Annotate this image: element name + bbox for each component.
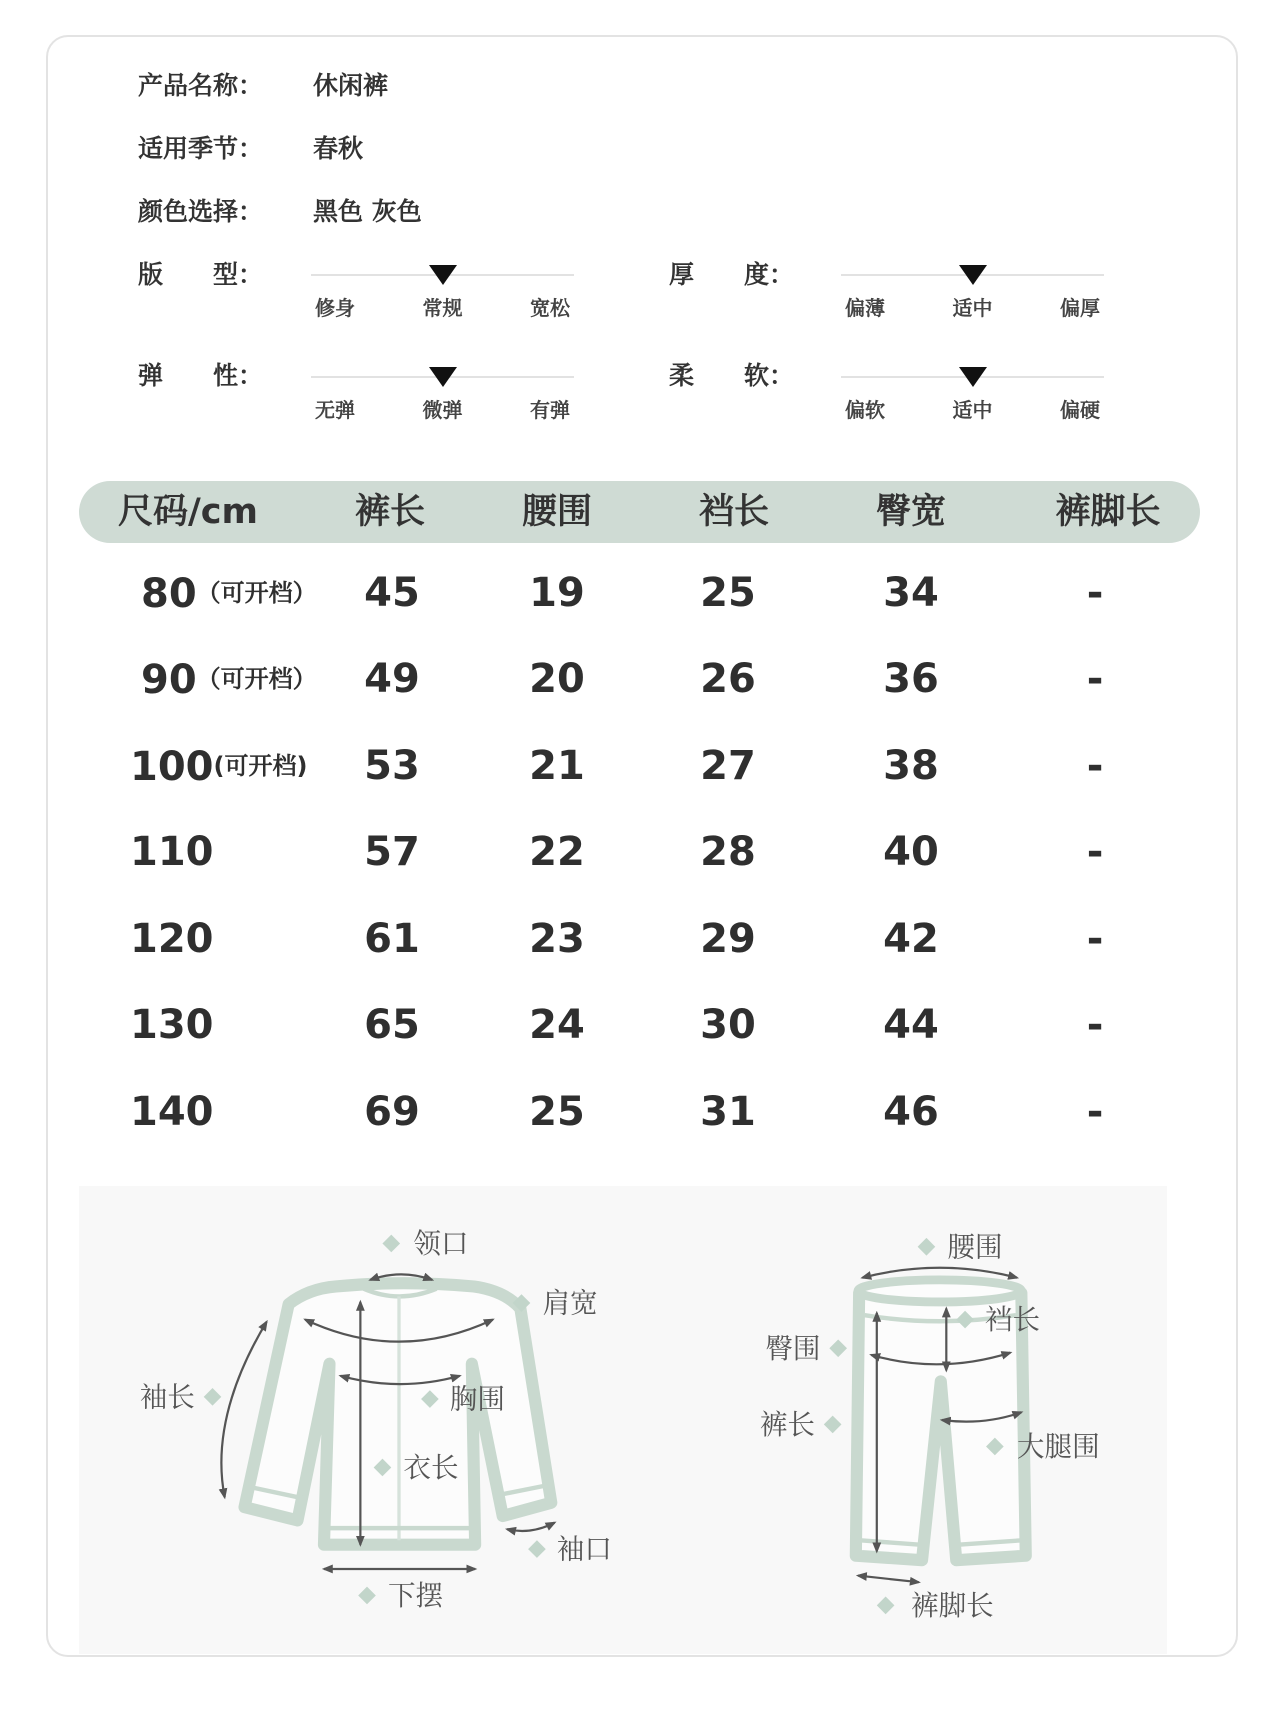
table-cell: 53: [364, 743, 420, 789]
product-name-label: 产品名称：: [138, 71, 264, 100]
cuff-label: 袖口: [556, 1532, 612, 1566]
scale-option: [526, 265, 574, 319]
measurement-diagram: [79, 1186, 1167, 1654]
selected-marker-icon: [959, 367, 987, 387]
table-cell: -: [1086, 743, 1104, 789]
product-name-value: 休闲裤: [313, 71, 389, 100]
size-cell: [141, 654, 351, 705]
table-cell: -: [1086, 829, 1104, 875]
scale-option-label: 偏软: [845, 398, 885, 422]
table-cell: -: [1086, 916, 1104, 962]
elasticity-label: 弹 性：: [138, 361, 264, 390]
scale-option-label: 适中: [952, 296, 993, 320]
size-value: 100: [130, 744, 214, 790]
table-cell: 19: [529, 570, 585, 616]
table-cell: 26: [700, 656, 756, 702]
diamond-bullet-icon: [824, 1416, 842, 1434]
softness-scale: [841, 367, 1104, 427]
size-cell: [130, 741, 340, 792]
table-cell: 25: [700, 570, 756, 616]
collar-label: 领口: [413, 1226, 469, 1260]
diamond-bullet-icon: [528, 1540, 546, 1558]
pants-length-label: 裤长: [759, 1407, 815, 1441]
table-cell: 27: [700, 743, 756, 789]
size-note: (可开档): [213, 752, 308, 780]
elasticity-scale: [311, 367, 574, 427]
table-cell: 24: [529, 1002, 585, 1048]
table-row: [0, 1000, 1280, 1050]
table-cell: -: [1086, 1089, 1104, 1135]
table-cell: 57: [364, 829, 420, 875]
size-value: 130: [130, 1002, 214, 1048]
scale-option: [526, 367, 574, 421]
scale-option: [841, 367, 889, 421]
scale-option-label: 偏薄: [845, 296, 885, 320]
table-cell: 61: [364, 916, 420, 962]
top-length-label: 衣长: [403, 1450, 459, 1484]
size-value: 80: [141, 571, 197, 617]
table-cell: 23: [529, 916, 585, 962]
table-cell: 69: [364, 1089, 420, 1135]
shoulder-label: 肩宽: [542, 1286, 598, 1320]
table-cell: 44: [883, 1002, 939, 1048]
scale-option-label: 宽松: [530, 296, 570, 320]
table-row: [0, 914, 1280, 964]
header-rise: 裆长: [698, 492, 769, 532]
scale-option-label: 偏硬: [1060, 398, 1100, 422]
scale-option: [311, 367, 359, 421]
scale-option: [1056, 367, 1104, 421]
chest-label: 胸围: [449, 1382, 505, 1416]
diamond-bullet-icon: [918, 1238, 936, 1256]
thickness-scale: [841, 265, 1104, 325]
fit-scale: [311, 265, 574, 325]
size-value: 90: [141, 657, 197, 703]
scale-option-label: 适中: [952, 398, 993, 422]
size-value: 140: [130, 1089, 214, 1135]
scale-option: [841, 265, 889, 319]
scale-option-label: 无弹: [315, 398, 355, 422]
diamond-bullet-icon: [829, 1339, 847, 1357]
fit-label: 版 型：: [138, 260, 264, 289]
table-cell: 40: [883, 829, 939, 875]
thickness-label: 厚 度：: [669, 260, 795, 289]
table-row: [0, 568, 1280, 618]
diamond-bullet-icon: [382, 1235, 400, 1253]
size-value: 110: [130, 829, 214, 875]
table-cell: 42: [883, 916, 939, 962]
table-row: [0, 827, 1280, 877]
table-row: [0, 654, 1280, 704]
table-cell: 34: [883, 570, 939, 616]
cuff-measure-arrow: [507, 1523, 554, 1531]
table-cell: 38: [883, 743, 939, 789]
table-row: [0, 741, 1280, 791]
header-pants-length: 裤长: [354, 492, 425, 532]
selected-marker-icon: [429, 367, 457, 387]
color-label: 颜色选择：: [138, 197, 264, 226]
table-cell: 49: [364, 656, 420, 702]
table-cell: 46: [883, 1089, 939, 1135]
diamond-bullet-icon: [358, 1587, 376, 1605]
header-size: 尺码/cm: [117, 492, 258, 532]
table-cell: 36: [883, 656, 939, 702]
scale-option-label: 偏厚: [1060, 296, 1100, 320]
diamond-bullet-icon: [204, 1388, 222, 1406]
season-label: 适用季节：: [138, 134, 264, 163]
shirt-illustration: [140, 1227, 612, 1612]
size-cell: [141, 568, 351, 619]
scale-option-label: 常规: [422, 296, 463, 320]
header-waist: 腰围: [521, 492, 592, 532]
color-value: 黑色 灰色: [313, 197, 422, 226]
rise-label: 裆长: [984, 1303, 1041, 1337]
scale-option-label: 微弹: [422, 398, 463, 422]
table-cell: 65: [364, 1002, 420, 1048]
leg-opening-label: 裤脚长: [911, 1588, 994, 1622]
table-cell: 45: [364, 570, 420, 616]
scale-option: [311, 265, 359, 319]
table-cell: 30: [700, 1002, 756, 1048]
waist-label: 腰围: [947, 1230, 1003, 1264]
scale-option: [1056, 265, 1104, 319]
table-cell: -: [1086, 570, 1104, 616]
sleeve-length-label: 袖长: [139, 1380, 195, 1414]
size-value: 120: [130, 916, 214, 962]
table-cell: 22: [529, 829, 585, 875]
softness-label: 柔 软：: [669, 361, 795, 390]
hip-label: 臀围: [765, 1331, 821, 1365]
table-cell: 29: [700, 916, 756, 962]
selected-marker-icon: [429, 265, 457, 285]
scale-option-label: 修身: [315, 296, 355, 320]
scale-option: [419, 367, 467, 421]
scale-option: [949, 265, 997, 319]
pants-waistband: [858, 1280, 1021, 1302]
table-cell: 28: [700, 829, 756, 875]
leg-opening-measure-arrow: [858, 1576, 919, 1583]
table-cell: 31: [700, 1089, 756, 1135]
table-cell: -: [1086, 1002, 1104, 1048]
table-cell: 21: [529, 743, 585, 789]
scale-option: [949, 367, 997, 421]
scale-option-label: 有弹: [530, 398, 570, 422]
pants-illustration: [760, 1230, 1100, 1622]
scale-option: [419, 265, 467, 319]
size-note: （可开档）: [196, 579, 317, 607]
table-row: [0, 1087, 1280, 1137]
diamond-bullet-icon: [877, 1597, 895, 1615]
season-value: 春秋: [313, 134, 364, 163]
thigh-label: 大腿围: [1016, 1429, 1100, 1463]
table-cell: 25: [529, 1089, 585, 1135]
header-hip-width: 臀宽: [875, 492, 946, 532]
selected-marker-icon: [959, 265, 987, 285]
table-cell: 20: [529, 656, 585, 702]
header-leg-opening: 裤脚长: [1055, 492, 1161, 532]
table-cell: -: [1086, 656, 1104, 702]
size-note: （可开档）: [196, 665, 317, 693]
hem-label: 下摆: [387, 1578, 444, 1612]
